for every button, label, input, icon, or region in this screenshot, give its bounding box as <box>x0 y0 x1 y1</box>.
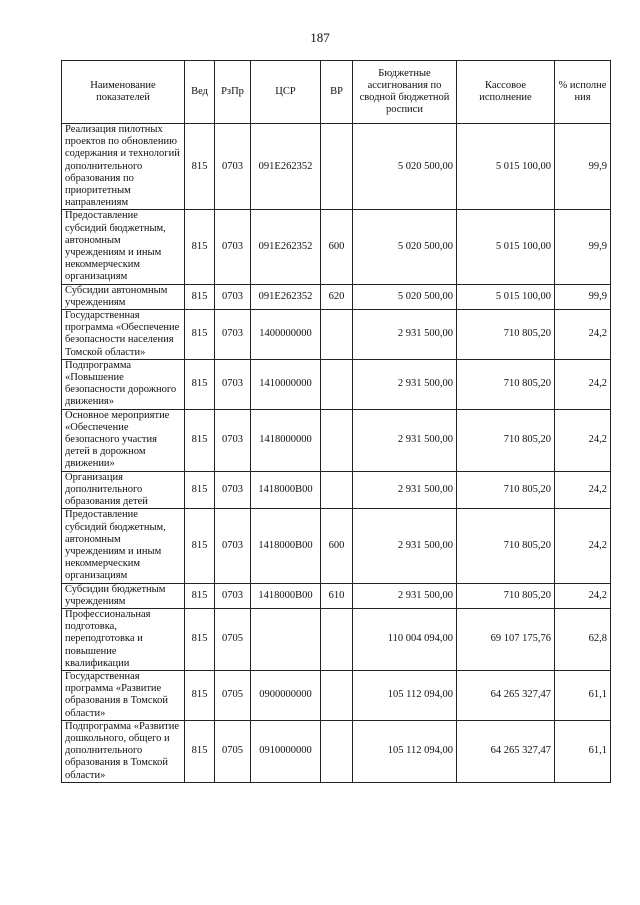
cell-vr <box>321 310 353 360</box>
cell-percent: 24,2 <box>555 509 611 583</box>
table-row <box>62 471 611 509</box>
cell-assignments: 2 931 500,00 <box>353 471 457 509</box>
cell-csr: 1410000000 <box>251 359 321 409</box>
cell-assignments: 2 931 500,00 <box>353 310 457 360</box>
cell-csr: 1418000В00 <box>251 471 321 509</box>
table-row <box>62 720 611 782</box>
table-row <box>62 509 611 583</box>
cell-cash: 64 265 327,47 <box>457 670 555 720</box>
cell-name: Предоставление субсидий бюджетным, автономным учреждениям и иным некоммерческим организациям <box>62 210 185 284</box>
header-rzpr: РзПр <box>215 61 251 124</box>
cell-ved: 815 <box>185 284 215 309</box>
page-number: 187 <box>310 30 330 45</box>
table-row <box>62 310 611 360</box>
cell-cash: 710 805,20 <box>457 471 555 509</box>
cell-name: Реализация пилотных проектов по обновлению содержания и технологий дополнительного образования по приоритетным направлениям <box>62 124 185 210</box>
header-vr: ВР <box>321 61 353 124</box>
cell-ved: 815 <box>185 670 215 720</box>
cell-cash: 5 015 100,00 <box>457 284 555 309</box>
cell-percent: 24,2 <box>555 310 611 360</box>
cell-percent: 24,2 <box>555 409 611 471</box>
cell-assignments: 5 020 500,00 <box>353 124 457 210</box>
cell-percent: 24,2 <box>555 471 611 509</box>
cell-vr <box>321 124 353 210</box>
header-assignments: Бюджетные ассигнования по сводной бюджетной росписи <box>353 61 457 124</box>
cell-percent: 61,1 <box>555 720 611 782</box>
cell-percent: 24,2 <box>555 583 611 608</box>
cell-rzpr: 0703 <box>215 359 251 409</box>
cell-ved: 815 <box>185 720 215 782</box>
cell-rzpr: 0703 <box>215 471 251 509</box>
cell-percent: 24,2 <box>555 359 611 409</box>
header-ved: Вед <box>185 61 215 124</box>
cell-ved: 815 <box>185 608 215 670</box>
cell-percent: 99,9 <box>555 124 611 210</box>
cell-csr: 1418000В00 <box>251 509 321 583</box>
cell-cash: 5 015 100,00 <box>457 124 555 210</box>
cell-rzpr: 0703 <box>215 124 251 210</box>
cell-vr <box>321 720 353 782</box>
cell-assignments: 5 020 500,00 <box>353 284 457 309</box>
table-row <box>62 583 611 608</box>
cell-name: Профессиональная подготовка, переподготовка и повышение квалификации <box>62 608 185 670</box>
cell-percent: 99,9 <box>555 210 611 284</box>
cell-ved: 815 <box>185 409 215 471</box>
cell-csr: 091E262352 <box>251 124 321 210</box>
cell-ved: 815 <box>185 310 215 360</box>
table-row <box>62 124 611 210</box>
cell-cash: 710 805,20 <box>457 409 555 471</box>
table-row <box>62 409 611 471</box>
header-percent: % исполне ния <box>555 61 611 124</box>
cell-csr: 091E262352 <box>251 210 321 284</box>
table-body <box>62 124 611 783</box>
cell-name: Подпрограмма «Развитие дошкольного, общего и дополнительного образования в Томской области» <box>62 720 185 782</box>
cell-csr: 1418000000 <box>251 409 321 471</box>
cell-cash: 5 015 100,00 <box>457 210 555 284</box>
header-name: Наименование показателей <box>62 61 185 124</box>
cell-rzpr: 0705 <box>215 720 251 782</box>
cell-name: Государственная программа «Развитие образования в Томской области» <box>62 670 185 720</box>
cell-name: Государственная программа «Обеспечение безопасности населения Томской области» <box>62 310 185 360</box>
cell-assignments: 2 931 500,00 <box>353 359 457 409</box>
cell-percent: 62,8 <box>555 608 611 670</box>
cell-name: Подпрограмма «Повышение безопасности дорожного движения» <box>62 359 185 409</box>
cell-name: Организация дополнительного образования детей <box>62 471 185 509</box>
cell-csr: 1418000В00 <box>251 583 321 608</box>
cell-rzpr: 0705 <box>215 608 251 670</box>
cell-ved: 815 <box>185 124 215 210</box>
cell-rzpr: 0703 <box>215 509 251 583</box>
cell-ved: 815 <box>185 471 215 509</box>
cell-ved: 815 <box>185 210 215 284</box>
table-header-row <box>62 61 611 124</box>
cell-vr <box>321 670 353 720</box>
cell-name: Субсидии автономным учреждениям <box>62 284 185 309</box>
cell-name: Предоставление субсидий бюджетным, автономным учреждениям и иным некоммерческим организациям <box>62 509 185 583</box>
header-csr: ЦСР <box>251 61 321 124</box>
cell-assignments: 105 112 094,00 <box>353 720 457 782</box>
cell-csr: 1400000000 <box>251 310 321 360</box>
cell-vr: 600 <box>321 210 353 284</box>
table-row <box>62 608 611 670</box>
cell-csr: 0900000000 <box>251 670 321 720</box>
cell-rzpr: 0703 <box>215 284 251 309</box>
cell-name: Основное мероприятие «Обеспечение безопасного участия детей в дорожном движении» <box>62 409 185 471</box>
cell-vr <box>321 359 353 409</box>
cell-ved: 815 <box>185 359 215 409</box>
cell-assignments: 105 112 094,00 <box>353 670 457 720</box>
cell-csr: 091E262352 <box>251 284 321 309</box>
budget-execution-table <box>61 60 611 783</box>
cell-csr: 0910000000 <box>251 720 321 782</box>
cell-vr: 610 <box>321 583 353 608</box>
table-row <box>62 670 611 720</box>
table-row <box>62 359 611 409</box>
cell-cash: 710 805,20 <box>457 359 555 409</box>
cell-rzpr: 0703 <box>215 409 251 471</box>
cell-ved: 815 <box>185 583 215 608</box>
cell-assignments: 5 020 500,00 <box>353 210 457 284</box>
cell-assignments: 2 931 500,00 <box>353 509 457 583</box>
cell-cash: 64 265 327,47 <box>457 720 555 782</box>
cell-assignments: 110 004 094,00 <box>353 608 457 670</box>
cell-vr: 620 <box>321 284 353 309</box>
cell-vr <box>321 471 353 509</box>
cell-vr <box>321 608 353 670</box>
cell-rzpr: 0703 <box>215 210 251 284</box>
cell-csr <box>251 608 321 670</box>
table-row <box>62 210 611 284</box>
cell-assignments: 2 931 500,00 <box>353 583 457 608</box>
cell-rzpr: 0703 <box>215 583 251 608</box>
cell-percent: 99,9 <box>555 284 611 309</box>
cell-cash: 710 805,20 <box>457 583 555 608</box>
cell-cash: 710 805,20 <box>457 509 555 583</box>
cell-name: Субсидии бюджетным учреждениям <box>62 583 185 608</box>
cell-ved: 815 <box>185 509 215 583</box>
cell-cash: 69 107 175,76 <box>457 608 555 670</box>
header-cash: Кассовое исполнение <box>457 61 555 124</box>
cell-cash: 710 805,20 <box>457 310 555 360</box>
cell-vr: 600 <box>321 509 353 583</box>
cell-vr <box>321 409 353 471</box>
cell-assignments: 2 931 500,00 <box>353 409 457 471</box>
cell-percent: 61,1 <box>555 670 611 720</box>
cell-rzpr: 0705 <box>215 670 251 720</box>
cell-rzpr: 0703 <box>215 310 251 360</box>
table-row <box>62 284 611 309</box>
